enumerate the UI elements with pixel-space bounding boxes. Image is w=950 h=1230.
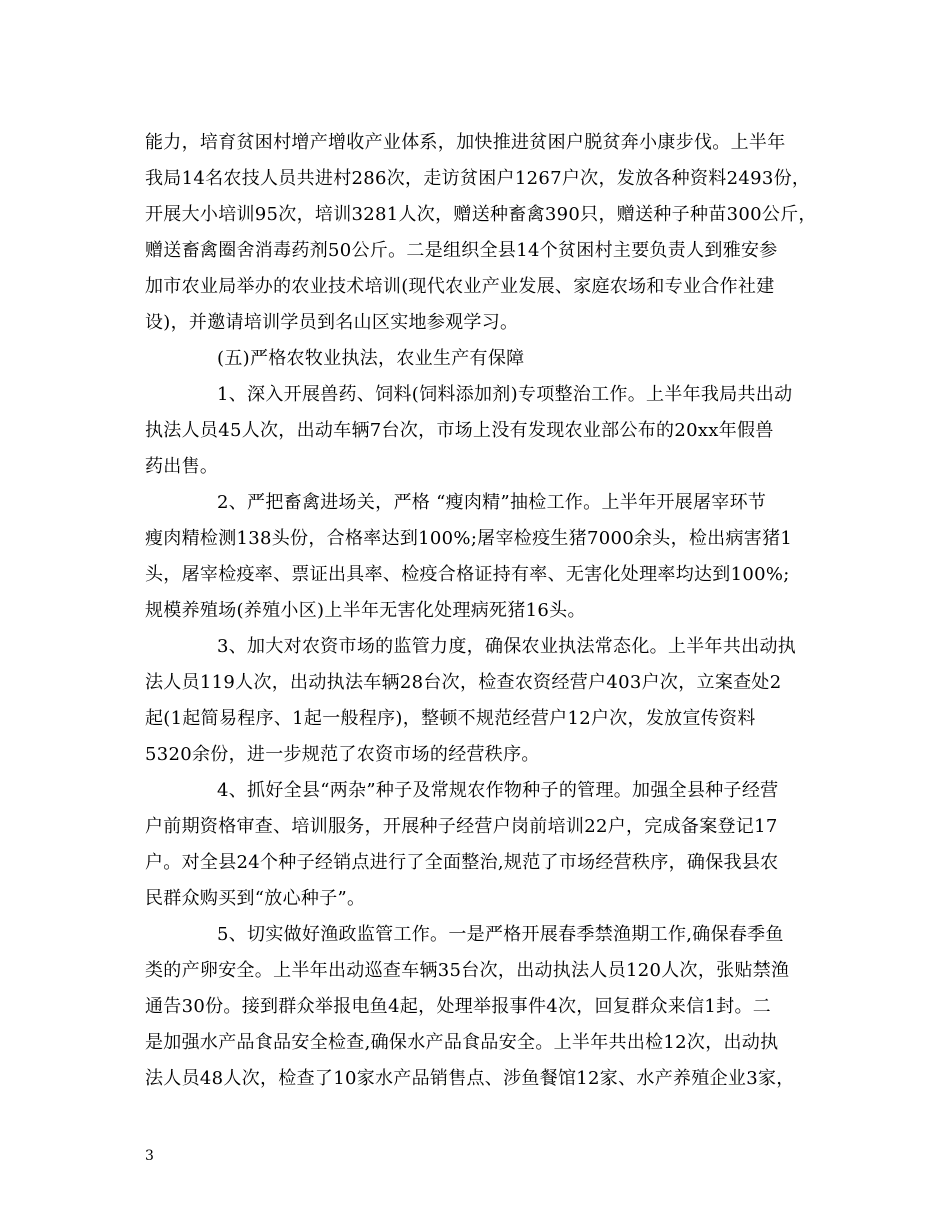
body-line: 法人员48人次，检查了10家水产品销售点、涉鱼餐馆12家、水产养殖企业3家，	[145, 1068, 795, 1089]
body-line: 类的产卵安全。上半年出动巡查车辆35台次，出动执法人员120人次，张贴禁渔	[145, 960, 790, 981]
body-line: 能力，培育贫困村增产增收产业体系，加快推进贫困户脱贫奔小康步伐。上半年	[145, 132, 786, 153]
body-line: 起(1起简易程序、1起一般程序)，整顿不规范经营户12户次，发放宣传资料	[145, 708, 756, 729]
section-heading: (五)严格农牧业执法，农业生产有保障	[217, 348, 525, 369]
body-line: 2、严把畜禽进场关，严格 “瘦肉精”抽检工作。上半年开展屠宰环节	[217, 492, 767, 513]
body-line: 法人员119人次，出动执法车辆28台次，检查农资经营户403户次，立案查处2	[145, 672, 782, 693]
body-line: 3、加大对农资市场的监管力度，确保农业执法常态化。上半年共出动执	[217, 636, 797, 657]
page-number: 3	[145, 1148, 154, 1164]
body-line: 5、切实做好渔政监管工作。一是严格开展春季禁渔期工作,确保春季鱼	[217, 924, 784, 945]
body-line: 4、抓好全县“两杂”种子及常规农作物种子的管理。加强全县种子经营	[217, 780, 779, 801]
body-line: 规模养殖场(养殖小区)上半年无害化处理病死猪16头。	[145, 600, 586, 621]
body-line: 药出售。	[145, 456, 219, 477]
body-line: 设)，并邀请培训学员到名山区实地参观学习。	[145, 312, 519, 333]
body-line: 加市农业局举办的农业技术培训(现代农业产业发展、家庭农场和专业合作社建	[145, 276, 775, 297]
body-line: 是加强水产品食品安全检查,确保水产品食品安全。上半年共出检12次，出动执	[145, 1032, 779, 1053]
body-line: 民群众购买到“放心种子”。	[145, 888, 366, 909]
body-line: 开展大小培训95次，培训3281人次，赠送种畜禽390只，赠送种子种苗300公斤，	[145, 204, 817, 225]
body-line: 通告30份。接到群众举报电鱼4起，处理举报事件4次，回复群众来信1封。二	[145, 996, 772, 1017]
body-line: 1、深入开展兽药、饲料(饲料添加剂)专项整治工作。上半年我局共出动	[217, 384, 793, 405]
body-line: 赠送畜禽圈舍消毒药剂50公斤。二是组织全县14个贫困村主要负责人到雅安参	[145, 240, 778, 261]
body-line: 瘦肉精检测138头份，合格率达到100%;屠宰检疫生猪7000余头，检出病害猪1	[145, 528, 793, 549]
body-line: 执法人员45人次，出动车辆7台次，市场上没有发现农业部公布的20xx年假兽	[145, 420, 774, 441]
body-line: 户前期资格审查、培训服务，开展种子经营户岗前培训22户，完成备案登记17	[145, 816, 778, 837]
body-line: 我局14名农技人员共进村286次，走访贫困户1267户次，发放各种资料2493份，	[145, 168, 811, 189]
body-line: 头，屠宰检疫率、票证出具率、检疫合格证持有率、无害化处理率均达到100%;	[145, 564, 790, 585]
body-line: 户。对全县24个种子经销点进行了全面整治,规范了市场经营秩序，确保我县农	[145, 852, 779, 873]
body-line: 5320余份，进一步规范了农资市场的经营秩序。	[145, 744, 540, 765]
